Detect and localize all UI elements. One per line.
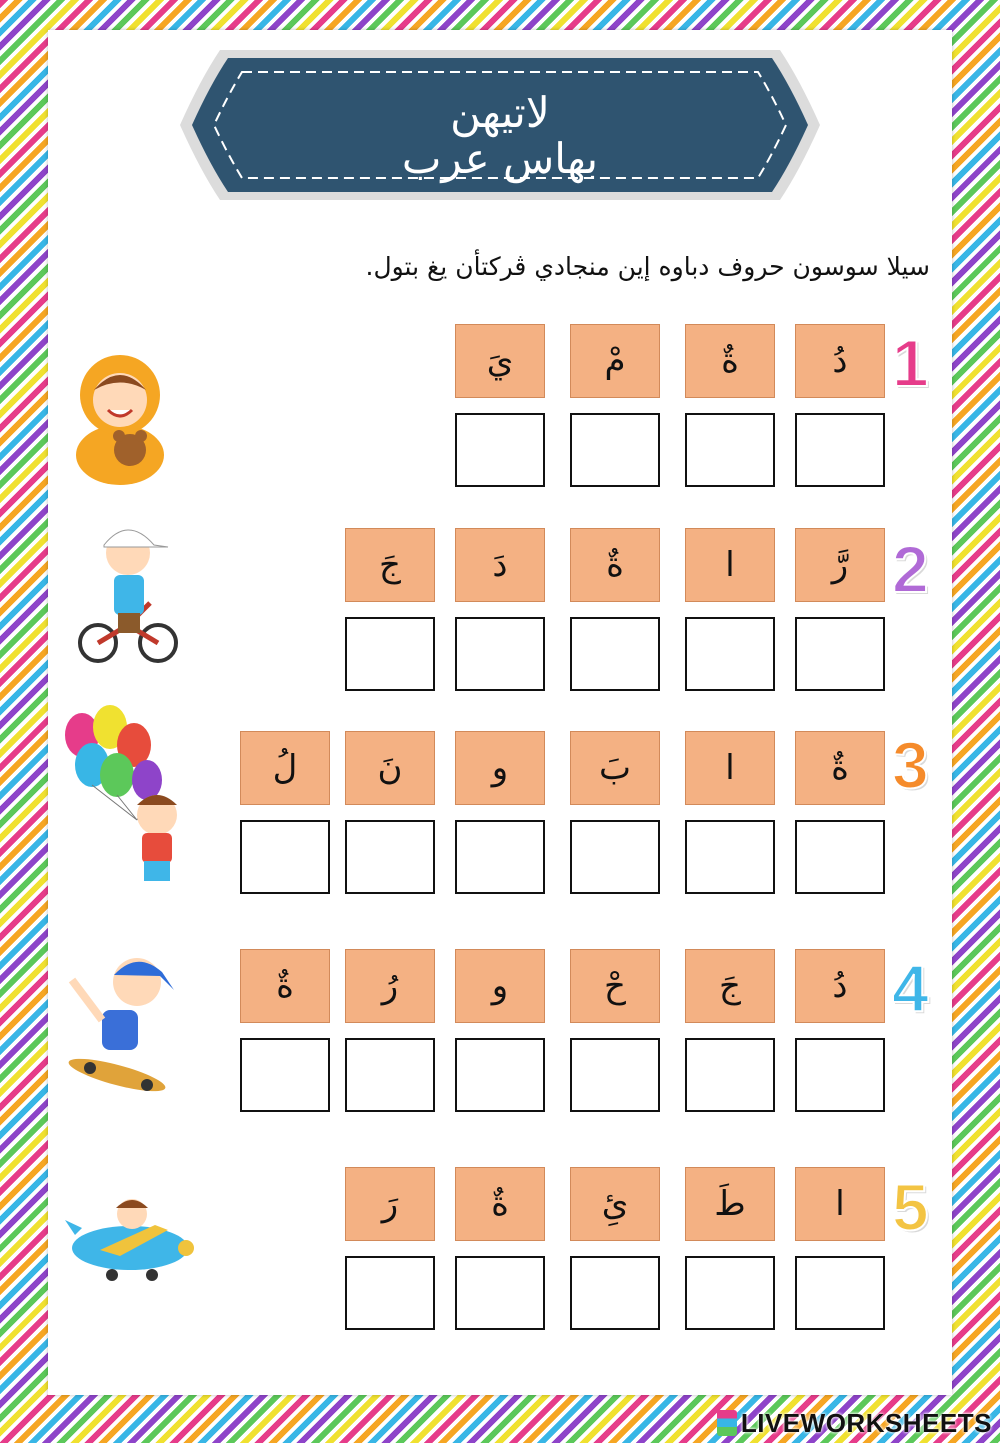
answer-box[interactable] [240,1038,330,1112]
liveworksheets-logo-icon [717,1410,737,1436]
row-number-2: 2 [892,532,929,606]
boy-in-airplane-icon [60,1190,200,1294]
boy-on-bicycle-icon [78,515,178,674]
answer-box[interactable] [570,617,660,691]
answer-box[interactable] [455,1256,545,1330]
title-line-2: بهاس عرب [401,134,599,183]
letter-tile: ا [685,528,775,602]
row-number-4: 4 [892,951,929,1025]
letter-tile: دُ [795,949,885,1023]
letter-tile: يَ [455,324,545,398]
letter-tile: ةٌ [795,731,885,805]
letter-tile: مْ [570,324,660,398]
letter-tile: دُ [795,324,885,398]
letter-tile: ا [685,731,775,805]
answer-box[interactable] [345,617,435,691]
answer-box[interactable] [795,617,885,691]
answer-box[interactable] [570,413,660,487]
letter-tile: رَّ [795,528,885,602]
letter-tile: ا [795,1167,885,1241]
letter-tile: ئِ [570,1167,660,1241]
instruction-text: سيلا سوسون حروف دباوه إين منجادي ڤركتأن يغ بتول. [365,252,930,281]
answer-box[interactable] [455,413,545,487]
letter-tile: رَ [345,1167,435,1241]
answer-box[interactable] [685,413,775,487]
answer-box[interactable] [795,1038,885,1112]
footer-text: LIVEWORKSHEETS [740,1408,992,1438]
letter-tile: ةٌ [240,949,330,1023]
row-number-1: 1 [892,326,929,400]
boy-with-balloons-icon [62,705,187,899]
letter-tile: ةٌ [570,528,660,602]
answer-box[interactable] [345,1038,435,1112]
row-number-3: 3 [892,728,929,802]
letter-tile: بَ [570,731,660,805]
answer-box[interactable] [685,1256,775,1330]
answer-box[interactable] [455,1038,545,1112]
answer-box[interactable] [795,1256,885,1330]
letter-tile: ةٌ [455,1167,545,1241]
boy-on-skateboard-icon [62,950,177,1104]
answer-box[interactable] [795,413,885,487]
letter-tile: لُ [240,731,330,805]
answer-box[interactable] [570,820,660,894]
answer-box[interactable] [685,617,775,691]
answer-box[interactable] [455,820,545,894]
answer-box[interactable] [570,1038,660,1112]
answer-box[interactable] [345,820,435,894]
letter-tile: طَ [685,1167,775,1241]
letter-tile: جَ [345,528,435,602]
letter-tile: جَ [685,949,775,1023]
letter-tile: و [455,731,545,805]
title-line-1: لاتيهن [450,88,550,137]
letter-tile: دَ [455,528,545,602]
answer-box[interactable] [345,1256,435,1330]
title-banner [180,40,820,210]
answer-box[interactable] [570,1256,660,1330]
row-number-5: 5 [892,1170,929,1244]
answer-box[interactable] [795,820,885,894]
girl-with-teddy-icon [70,340,170,494]
answer-box[interactable] [685,1038,775,1112]
answer-box[interactable] [455,617,545,691]
answer-box[interactable] [240,820,330,894]
letter-tile: رُ [345,949,435,1023]
letter-tile: و [455,949,545,1023]
letter-tile: ةٌ [685,324,775,398]
answer-box[interactable] [685,820,775,894]
liveworksheets-logo [717,1408,992,1439]
letter-tile: حْ [570,949,660,1023]
letter-tile: نَ [345,731,435,805]
